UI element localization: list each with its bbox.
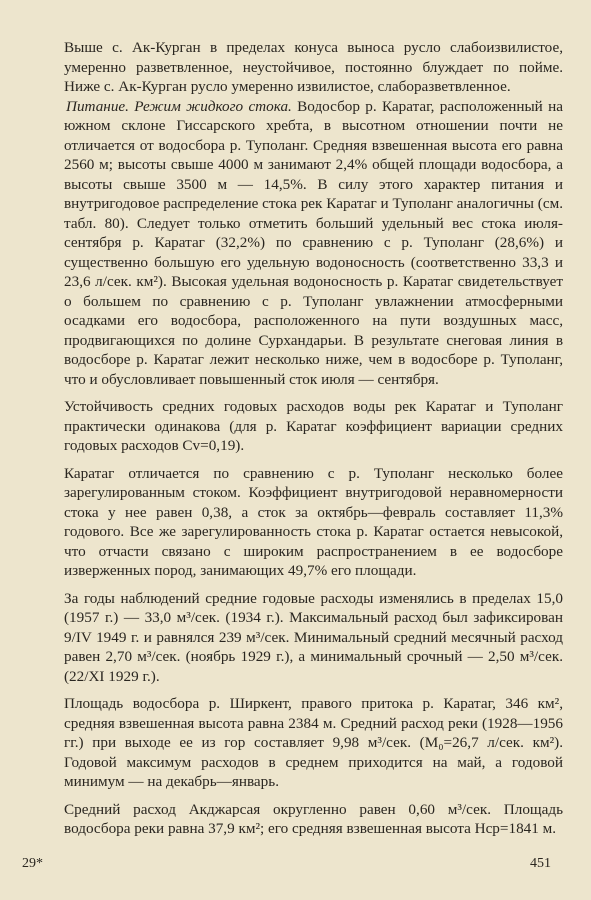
paragraph-2-text: Водосбор р. Каратаг, расположенный на южном склоне Гиссарского хребта, в высотном отношении почти не отличается от водосбора р. Туполанг. Средняя взвешенная высота его равна 2560 м; высоты свыше 4000 м занимают 2,4% общей площади водосбора, а высоты свыше 3500 м — 14,5%. В силу этого характер питания и внутригодовое распределение стока рек Каратаг и Туполанг аналогичны (см. табл. 80). Следует только отметить больший удельный вес стока июля-сентября р. Каратаг (32,2%) по сравнению с р. Туполанг (28,6%) и существенно большую его удельную водоносность (соответственно 33,3 и 23,6 л/сек. км²). Высокая удельная водоносность р. Каратаг свидетельствует о большем по сравнению с р. Туполанг увлажнении атмосферными осадками его водосбора, расположенного на пути воздушных масс, продвигающихся по долине Сурхандарьи. В результате снеговая линия в водосборе р. Каратаг лежит несколько ниже, чем в водосборе р. Туполанг, что и обусловливает повышенный сток июля — сентября. bbox=[64, 97, 563, 388]
paragraph-2 bbox=[64, 97, 563, 390]
paragraph-1 bbox=[64, 38, 563, 97]
paragraph-3 bbox=[64, 397, 563, 456]
paragraph-7-text: Средний расход Акджарсая округленно равен 0,60 м³/сек. Площадь водосбора реки равна 37,9 км²; его средняя взвешенная высота Hср=1841 м. bbox=[64, 800, 563, 837]
paragraph-3-text: Устойчивость средних годовых расходов воды рек Каратаг и Туполанг практически одинакова (для р. Каратаг коэффициент вариации средних годовых расходов Cv=0,19). bbox=[64, 398, 563, 454]
paragraph-1-text: Выше с. Ак-Курган в пределах конуса выноса русло слабоизвилистое, умеренно разветвленное, неустойчивое, постоянно блуждает по пойме. Ниже с. Ак-Курган русло умеренно извилистое, слаборазветвленное. bbox=[64, 39, 563, 95]
paragraph-7 bbox=[64, 800, 563, 839]
paragraph-5 bbox=[64, 589, 563, 687]
paragraph-4 bbox=[64, 464, 563, 581]
signature-mark: 29* bbox=[22, 856, 43, 871]
paragraph-6 bbox=[64, 694, 563, 792]
paragraph-6-text: Площадь водосбора р. Ширкент, правого притока р. Каратаг, 346 км², средняя взвешенная высота равна 2384 м. Средний расход реки (1928—1956 гг.) при выходе ее из гор составляет 9,98 м³/сек. (M₀=26,7 л/сек. км²). Годовой максимум расходов в среднем приходится на май, а годовой минимум — на декабрь—январь. bbox=[64, 695, 563, 790]
section-heading-runin: Питание. Режим жидкого стока. bbox=[66, 97, 292, 115]
page-footer bbox=[22, 856, 551, 872]
paragraph-4-text: Каратаг отличается по сравнению с р. Туполанг несколько более зарегулированным стоком. Коэффициент внутригодовой неравномерности стока у нее равен 0,38, а сток за октябрь—февраль составляет 11,3% годового. Все же зарегулированность стока р. Каратаг остается невысокой, что отчасти связано с широким распространением в ее водосборе изверженных пород, занимающих 49,7% его площади. bbox=[64, 464, 563, 579]
paragraph-5-text: За годы наблюдений средние годовые расходы изменялись в пределах 15,0 (1957 г.) — 33,0 м³/сек. (1934 г.). Максимальный расход был зафиксирован 9/IV 1949 г. и равнялся 239 м³/сек. Минимальный средний месячный расход равен 2,70 м³/сек. (ноябрь 1929 г.), а минимальный срочный — 2,50 м³/сек. (22/XI 1929 г.). bbox=[64, 589, 563, 685]
page-number: 451 bbox=[530, 856, 551, 871]
body-text bbox=[64, 38, 563, 839]
